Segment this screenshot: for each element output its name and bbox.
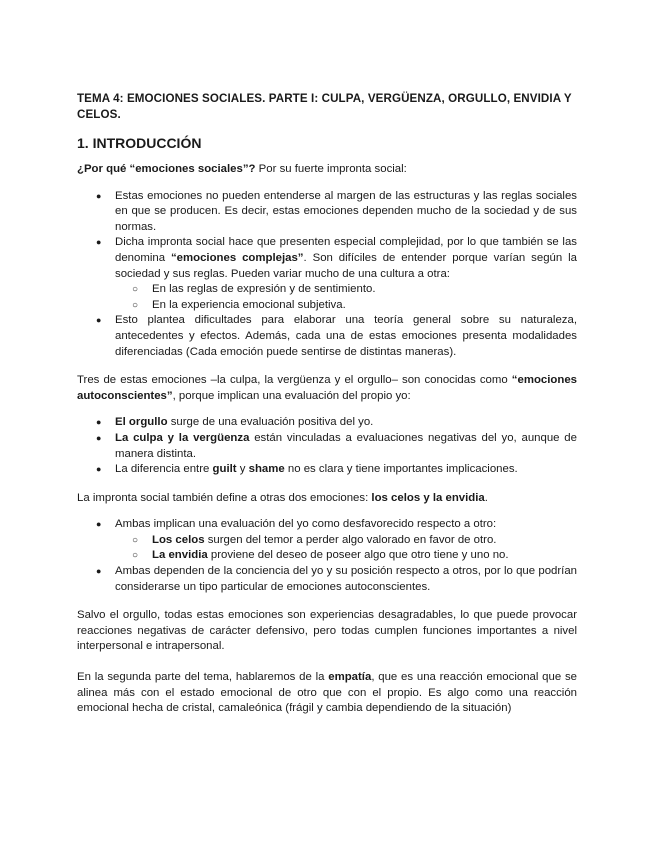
list-item <box>77 564 577 595</box>
list-item-text: surge de una evaluación positiva del yo. <box>167 416 374 429</box>
bullet-icon: ● <box>96 417 102 428</box>
circle-bullet-icon: ○ <box>132 534 139 546</box>
bullet-icon: ● <box>96 464 102 475</box>
intro-paragraph <box>77 162 577 178</box>
sublist-item <box>115 548 577 564</box>
emphasis-text: El orgullo <box>115 416 168 429</box>
emphasis-text: shame <box>248 463 285 476</box>
sublist-item-text: En la experiencia emocional subjetiva. <box>152 298 346 311</box>
sublist-item-text: En las reglas de expresión y de sentimiento. <box>152 283 376 296</box>
document-title: TEMA 4: EMOCIONES SOCIALES. PARTE I: CULPA, VERGÜENZA, ORGULLO, ENVIDIA Y CELOS. <box>77 92 572 121</box>
list-item <box>77 189 577 236</box>
social-impront-list <box>77 189 577 361</box>
list-item-text: Esto plantea dificultades para elaborar una teoría general sobre su naturaleza, antecedentes y efectos. Además, cada una de estas emociones presenta modalidades diferenciadas (Cada emoción puede sentirse de distintas maneras). <box>115 314 577 358</box>
empathy-paragraph <box>77 670 577 717</box>
bullet-icon: ● <box>96 432 102 443</box>
paragraph-text: La impronta social también define a otras dos emociones: <box>77 491 372 504</box>
paragraph-text: . <box>484 491 488 504</box>
unpleasant-emotions-paragraph: Salvo el orgullo, todas estas emociones son experiencias desagradables, lo que puede provocar reacciones negativas de carácter defensivo, pero todas cumplen funciones importantes a nivel interpersonal e intrapersonal. <box>77 609 577 653</box>
list-item-text: están vinculadas a evaluaciones negativas del yo, aunque de manera distinta. <box>115 431 577 460</box>
circle-bullet-icon: ○ <box>132 299 139 311</box>
emphasis-text: La envidia <box>152 549 208 562</box>
sublist-item-text: surgen del temor a perder algo valorado en favor de otro. <box>204 533 497 546</box>
list-item <box>77 462 577 478</box>
intro-text: Por su fuerte impronta social: <box>255 163 407 175</box>
list-item <box>77 235 577 313</box>
jealousy-envy-paragraph <box>77 491 577 507</box>
list-item <box>77 415 577 431</box>
list-item-text: Ambas implican una evaluación del yo como desfavorecido respecto a otro: <box>115 518 497 531</box>
list-item-text: y <box>236 463 249 476</box>
emphasis-text: empatía <box>328 671 372 684</box>
emphasis-text: guilt <box>212 463 237 476</box>
list-item-text: Ambas dependen de la conciencia del yo y su posición respecto a otros, por lo que podrían considerarse un tipo particular de emociones autoconscientes. <box>115 565 577 593</box>
circle-bullet-icon: ○ <box>132 284 139 296</box>
list-item-text: Dicha impronta social hace que presenten especial complejidad, por lo que también se las denomina <box>115 236 577 264</box>
sublist-item <box>115 298 577 314</box>
sublist-item <box>115 282 577 298</box>
emphasis-text: “emociones complejas” <box>170 251 304 264</box>
paragraph-text: En la segunda parte del tema, hablaremos de la <box>77 671 329 684</box>
section-heading: 1. INTRODUCCIÓN <box>77 135 202 151</box>
sublist-item-text: proviene del deseo de poseer algo que otro tiene y uno no. <box>207 549 509 562</box>
sublist <box>115 533 577 564</box>
emphasis-text: La culpa y la vergüenza <box>115 431 250 444</box>
sublist-item <box>115 533 577 549</box>
list-item <box>77 517 577 564</box>
paragraph-text: , porque implican una evaluación del propio yo: <box>172 389 411 402</box>
self-conscious-list <box>77 415 577 477</box>
self-conscious-paragraph <box>77 373 577 404</box>
list-item-text: Estas emociones no pueden entenderse al margen de las estructuras y las reglas sociales en que se producen. Es decir, estas emociones dependen mucho de la sociedad y de sus normas. <box>115 189 577 233</box>
list-item <box>77 313 577 360</box>
circle-bullet-icon: ○ <box>132 550 139 562</box>
intro-question: ¿Por qué “emociones sociales”? <box>77 163 256 175</box>
list-item <box>77 431 577 462</box>
sublist <box>115 282 577 313</box>
list-item-text: . Son difíciles de entender porque varían según la sociedad y sus reglas. Pueden variar mucho de una cultura a otra: <box>115 251 577 280</box>
paragraph-text: , que es una reacción emocional que se alinea más con el estado emocional de otro que con el propio. Es algo como una reacción emocional hecha de cristal, camaleónica (frágil y cambia dependiendo de la situación) <box>77 671 577 715</box>
emphasis-text: los celos y la envidia <box>371 491 485 504</box>
list-item-text: no es clara y tiene importantes implicaciones. <box>284 463 518 476</box>
bullet-icon: ● <box>96 237 102 248</box>
list-item-text: La diferencia entre <box>115 463 213 476</box>
bullet-icon: ● <box>96 566 102 577</box>
bullet-icon: ● <box>96 190 102 201</box>
paragraph-text: Tres de estas emociones –la culpa, la vergüenza y el orgullo– son conocidas como <box>77 374 512 387</box>
bullet-icon: ● <box>96 315 102 326</box>
jealousy-envy-list <box>77 517 577 595</box>
emphasis-text: “emociones autoconscientes” <box>77 374 577 402</box>
bullet-icon: ● <box>96 519 102 530</box>
emphasis-text: Los celos <box>152 533 205 546</box>
